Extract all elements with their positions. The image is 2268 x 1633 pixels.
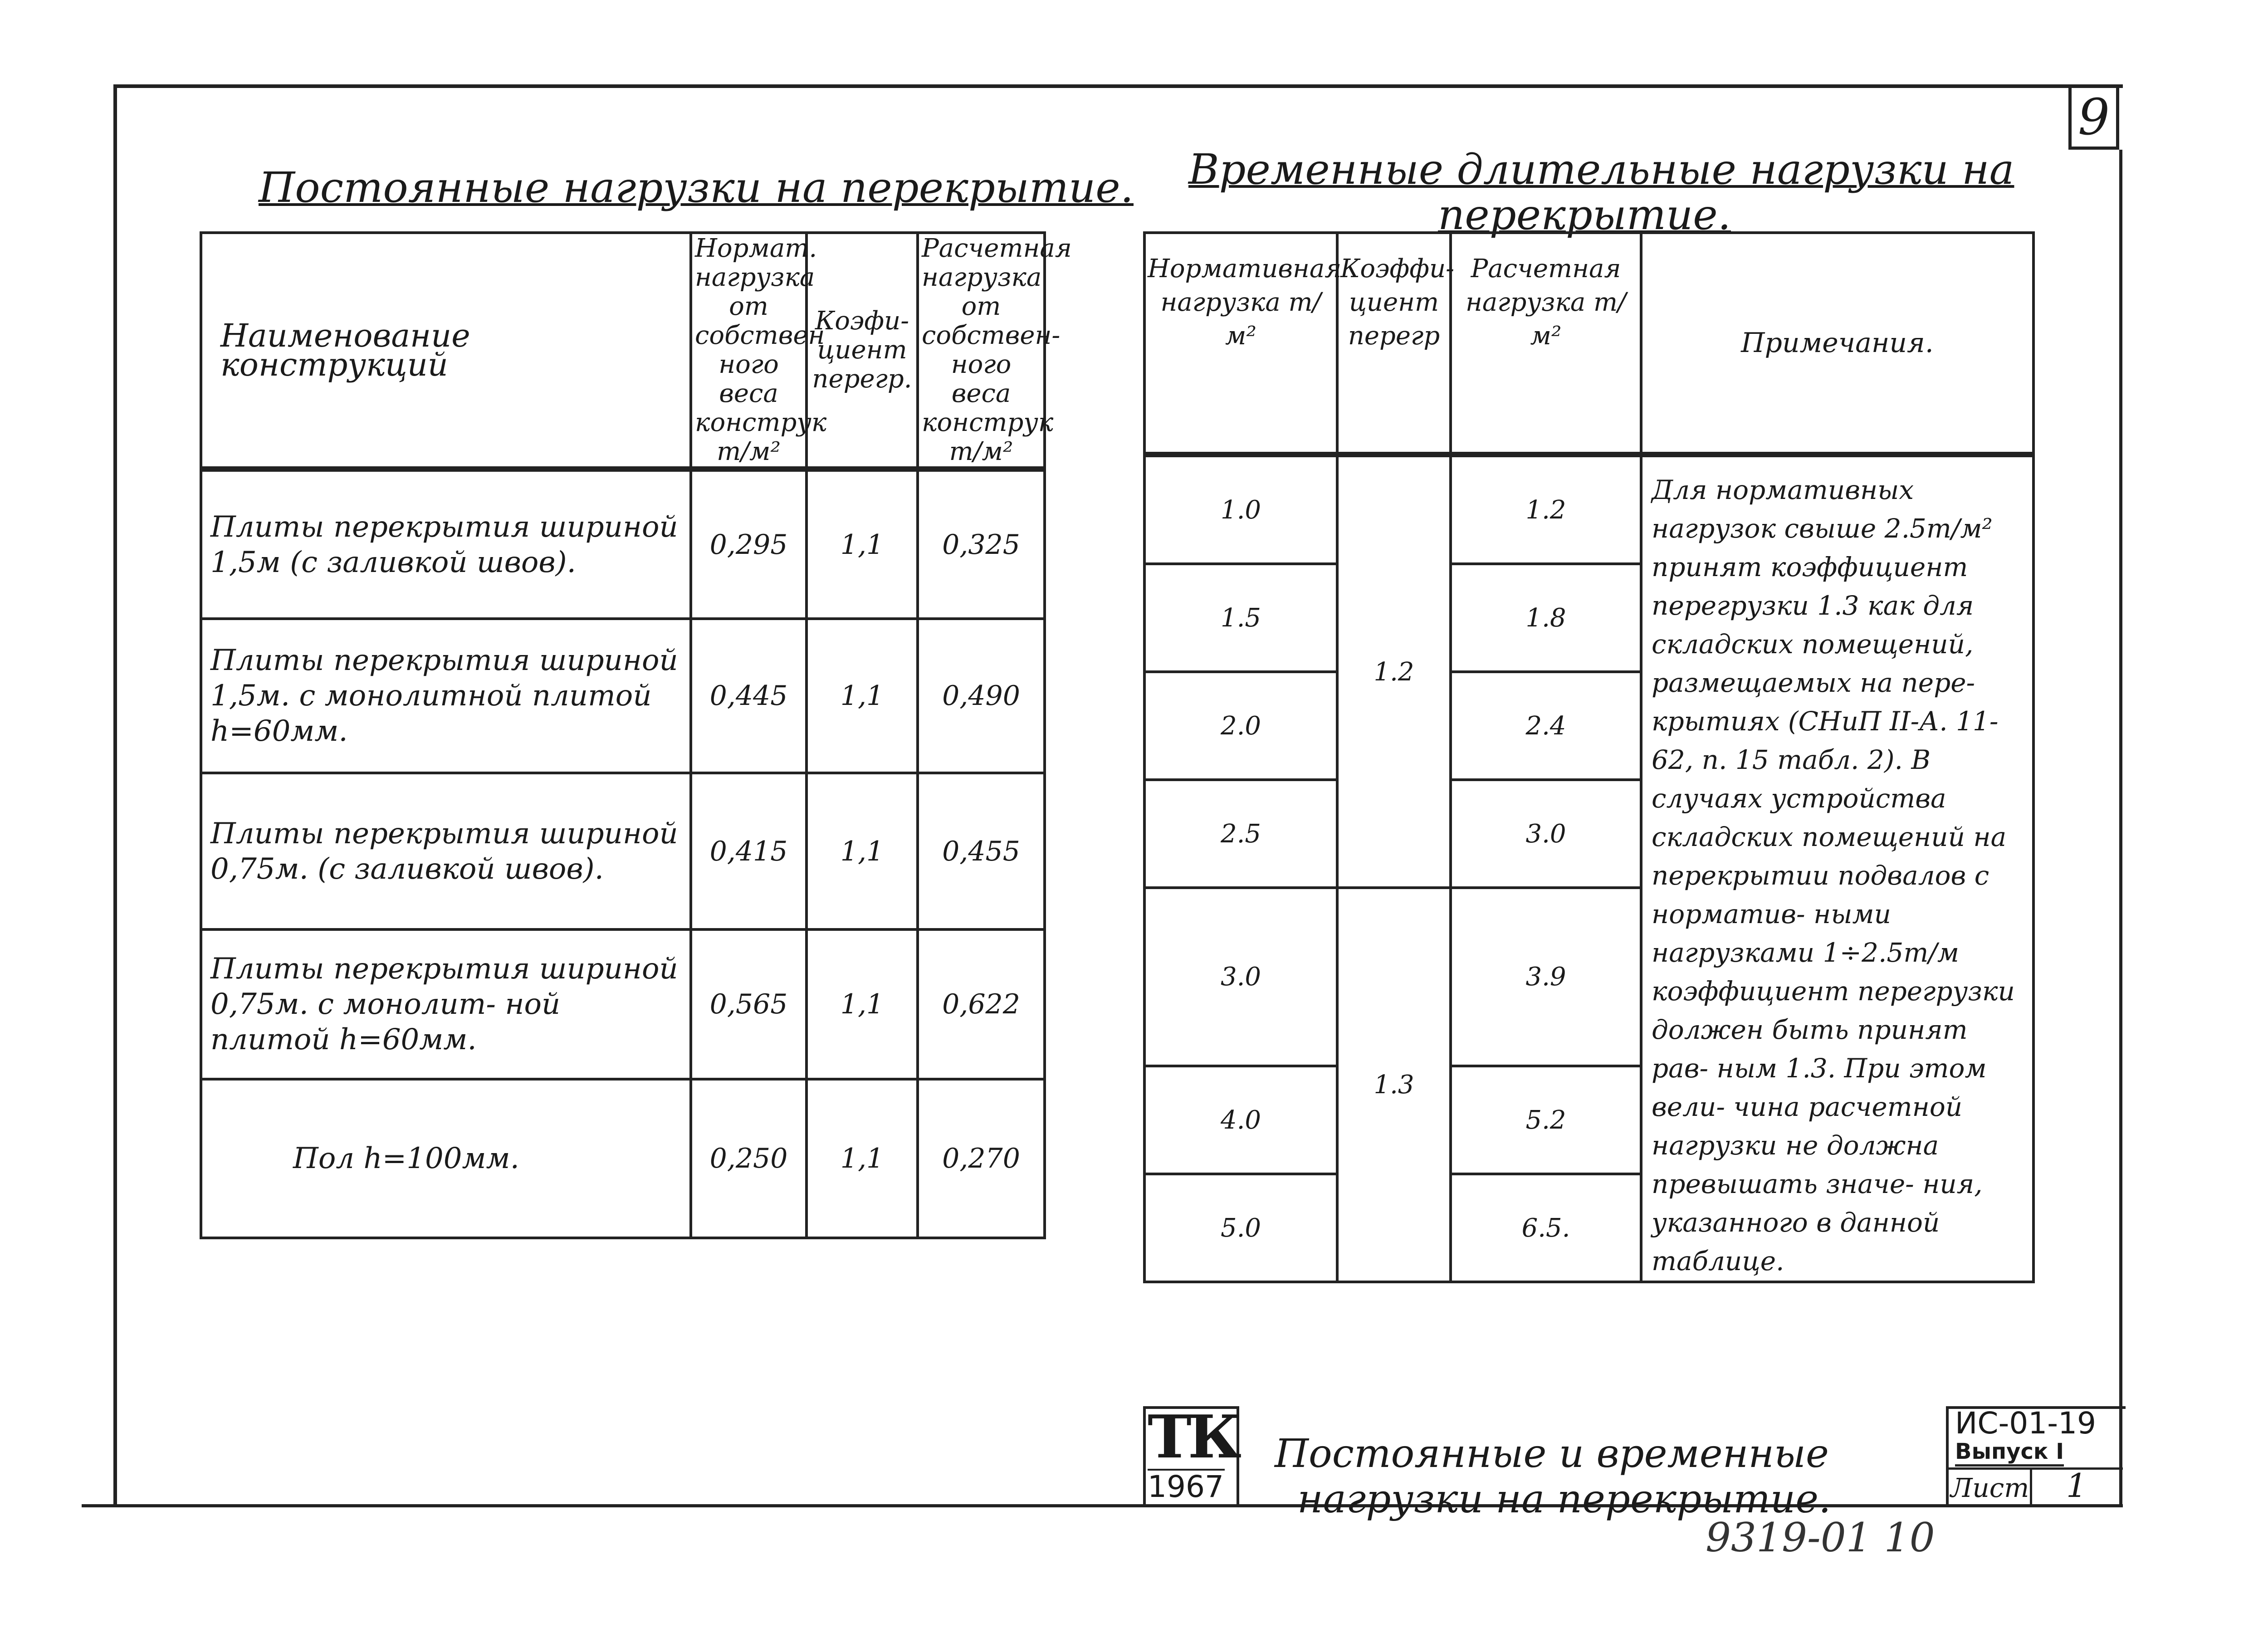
row-norm: 0,415 xyxy=(691,773,807,929)
table-row xyxy=(201,773,1045,929)
row-name: Плиты перекрытия шириной 0,75м. с монолит- ной плитой h=60мм. xyxy=(201,929,691,1079)
temporary-loads-table xyxy=(1143,231,2035,1283)
row-calc: 0,490 xyxy=(918,619,1045,773)
notes-text: Для нормативных нагрузок свыше 2.5т/м² принят коэффициент перегрузки 1.3 как для складских помещений, размещаемых на пере- крытиях (СНиП II-А. 11-62, п. 15 табл. 2). В случаях устройства складских помещений на перекрытии подвалов с норматив- ными нагрузками 1÷2.5т/м коэффициент перегрузки должен быть принят рав- ным 1.3. При этом вели- чина расчетной нагрузки не должна превышать значе- ния, указанного в данной таблице. xyxy=(1641,455,2033,1282)
frame-left-border xyxy=(113,84,117,1504)
row-coef: 1,1 xyxy=(807,929,918,1079)
row-calc: 1.2 xyxy=(1451,455,1641,564)
document-code: ИС-01-19 xyxy=(1955,1406,2097,1441)
row-name: Плиты перекрытия шириной 0,75м. (с заливкой швов). xyxy=(201,773,691,929)
header-name: Наименование конструкций xyxy=(201,233,691,469)
row-coef-group: 1.3 xyxy=(1337,888,1451,1282)
row-name: Пол h=100мм. xyxy=(201,1079,691,1238)
row-norm: 0,250 xyxy=(691,1079,807,1238)
stamp-divider-vertical xyxy=(2030,1467,2032,1504)
stamp-logo: ТК xyxy=(1148,1402,1238,1472)
row-coef: 1,1 xyxy=(807,619,918,773)
sheet-value: 1 xyxy=(2066,1467,2087,1505)
row-coef-group: 1.2 xyxy=(1337,455,1451,888)
row-calc: 0,455 xyxy=(918,773,1045,929)
frame-right-border xyxy=(2119,150,2122,1506)
frame-top-border xyxy=(113,84,2123,88)
right-table-title-line2: перекрытие. xyxy=(1438,191,1731,239)
row-name: Плиты перекрытия шириной 1,5м (с заливкой швов). xyxy=(201,469,691,619)
row-norm: 3.0 xyxy=(1144,888,1337,1066)
row-calc: 5.2 xyxy=(1451,1066,1641,1174)
row-calc: 3.0 xyxy=(1451,780,1641,888)
row-coef: 1,1 xyxy=(807,773,918,929)
stamp-title-line1: Постоянные и временные xyxy=(1275,1431,1829,1477)
row-name: Плиты перекрытия шириной 1,5м. с монолитной плитой h=60мм. xyxy=(201,619,691,773)
row-calc: 0,270 xyxy=(918,1079,1045,1238)
row-norm: 2.0 xyxy=(1144,672,1337,780)
row-norm: 1.0 xyxy=(1144,455,1337,564)
row-norm: 1.5 xyxy=(1144,564,1337,672)
header-coefficient: Коэфи- циент перегр. xyxy=(807,233,918,469)
table-row xyxy=(201,469,1045,619)
table-row xyxy=(201,619,1045,773)
row-calc: 3.9 xyxy=(1451,888,1641,1066)
row-calc: 2.4 xyxy=(1451,672,1641,780)
permanent-loads-table xyxy=(200,231,1072,1239)
row-norm: 0,295 xyxy=(691,469,807,619)
table-header-row xyxy=(201,233,1045,469)
row-norm: 5.0 xyxy=(1144,1174,1337,1282)
row-calc: 6.5. xyxy=(1451,1174,1641,1282)
table-row xyxy=(201,1079,1045,1238)
stamp-year: 1967 xyxy=(1148,1469,1225,1503)
right-table-title-line1: Временные длительные нагрузки на xyxy=(1188,145,2014,194)
sheet-label: Лист xyxy=(1950,1472,2029,1503)
table-row xyxy=(1144,455,2033,564)
row-calc: 0,622 xyxy=(918,929,1045,1079)
row-norm: 4.0 xyxy=(1144,1066,1337,1174)
table-header-row xyxy=(1144,233,2033,455)
header-notes: Примечания. xyxy=(1641,233,2033,455)
row-calc: 1.8 xyxy=(1451,564,1641,672)
row-norm: 0,445 xyxy=(691,619,807,773)
header-coefficient: Коэффи- циент перегр xyxy=(1337,233,1451,455)
header-calc-load: Расчетная нагрузка от собствен- ного веса конструк т/м² xyxy=(918,233,1045,469)
header-norm-load: Нормат. нагрузка от собствен ного веса конструк т/м² xyxy=(691,233,807,469)
header-calc-load: Расчетная нагрузка т/м² xyxy=(1451,233,1641,455)
table-row xyxy=(201,929,1045,1079)
stamp-title-line2: нагрузки на перекрытие. xyxy=(1297,1477,1831,1522)
row-coef: 1,1 xyxy=(807,469,918,619)
issue-label: Выпуск I xyxy=(1955,1439,2064,1467)
row-calc: 0,325 xyxy=(918,469,1045,619)
stamp-divider xyxy=(1946,1467,2123,1470)
row-norm: 2.5 xyxy=(1144,780,1337,888)
header-norm-load: Нормативная нагрузка т/м² xyxy=(1144,233,1337,455)
archive-number: 9319-01 10 xyxy=(1706,1514,1935,1561)
row-coef: 1,1 xyxy=(807,1079,918,1238)
row-norm: 0,565 xyxy=(691,929,807,1079)
left-table-title: Постоянные нагрузки на перекрытие. xyxy=(259,163,1134,212)
sheet-number: 9 xyxy=(2068,84,2119,150)
